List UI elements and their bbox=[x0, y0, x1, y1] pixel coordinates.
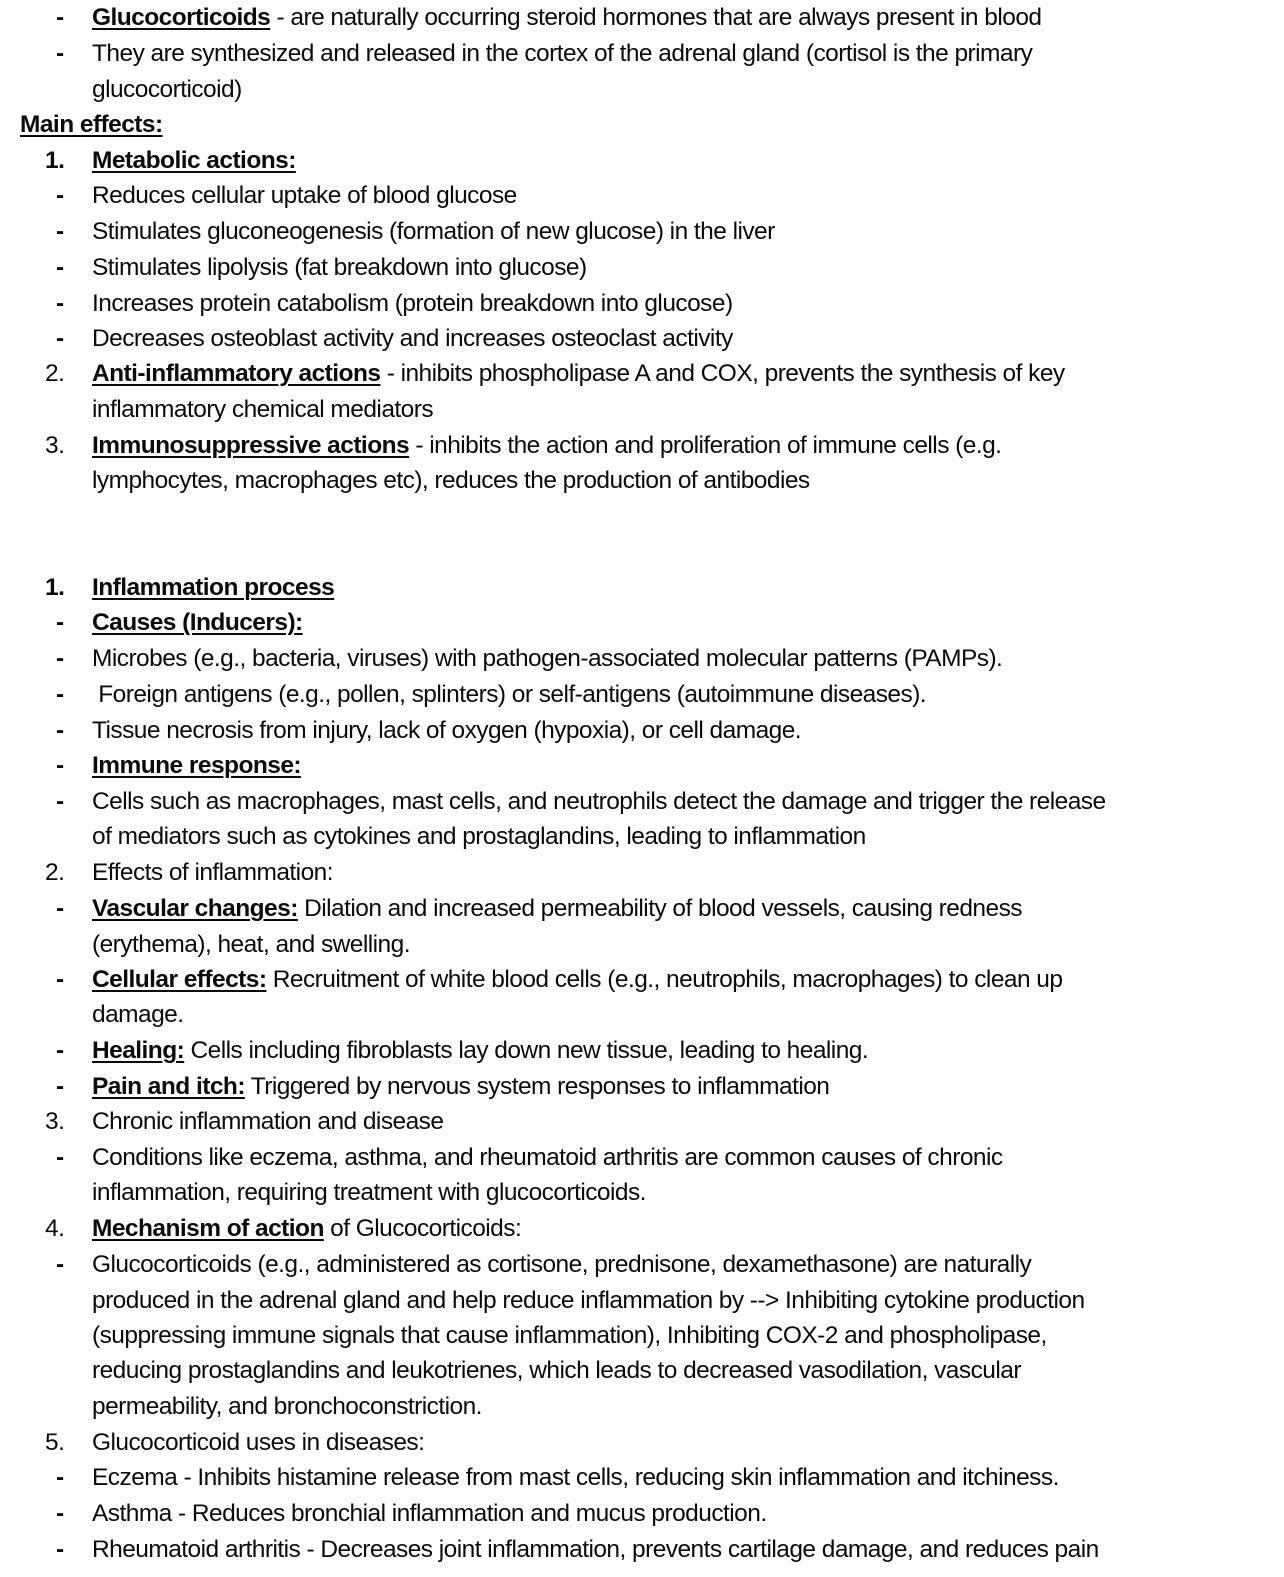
heading-immune-response: Immune response: bbox=[92, 752, 302, 779]
bullet-dash: - bbox=[56, 1464, 64, 1491]
item-text: Foreign antigens (e.g., pollen, splinters) or self-antigens (autoimmune diseases). bbox=[92, 681, 927, 708]
item-text: They are synthesized and released in the cortex of the adrenal gland (cortisol is the primary bbox=[92, 40, 1033, 67]
bullet-dash: - bbox=[56, 325, 64, 352]
item-text: Conditions like eczema, asthma, and rheumatoid arthritis are common causes of chronic bbox=[92, 1144, 1003, 1171]
heading-effects-of-inflammation: Effects of inflammation: bbox=[92, 859, 333, 886]
heading-glucocorticoid-uses: Glucocorticoid uses in diseases: bbox=[92, 1429, 425, 1456]
heading-chronic-inflammation: Chronic inflammation and disease bbox=[92, 1108, 444, 1135]
item-text: (erythema), heat, and swelling. bbox=[92, 931, 410, 958]
item-text: inflammation, requiring treatment with glucocorticoids. bbox=[92, 1179, 646, 1206]
bullet-dash: - bbox=[56, 645, 64, 672]
bullet-dash: - bbox=[56, 4, 64, 31]
heading-mechanism-of-action: Mechanism of action bbox=[92, 1215, 324, 1242]
item-text: damage. bbox=[92, 1001, 184, 1028]
bullet-dash: - bbox=[56, 182, 64, 209]
item-text: reducing prostaglandins and leukotrienes, which leads to decreased vasodilation, vascular bbox=[92, 1357, 1021, 1384]
heading-immunosuppressive: Immunosuppressive actions bbox=[92, 432, 410, 459]
bullet-dash: - bbox=[56, 290, 64, 317]
heading-metabolic-actions: Metabolic actions: bbox=[92, 147, 296, 174]
item-text: Dilation and increased permeability of blood vessels, causing redness bbox=[297, 895, 1022, 922]
term-glucocorticoids: Glucocorticoids bbox=[92, 4, 271, 31]
bullet-dash: - bbox=[56, 218, 64, 245]
item-text: (suppressing immune signals that cause inflammation), Inhibiting COX-2 and phospholipase, bbox=[92, 1322, 1047, 1349]
item-text: Cells such as macrophages, mast cells, and neutrophils detect the damage and trigger the release bbox=[92, 788, 1106, 815]
label-vascular-changes: Vascular changes: bbox=[92, 895, 298, 922]
item-text: Microbes (e.g., bacteria, viruses) with pathogen-associated molecular patterns (PAMPs). bbox=[92, 645, 1003, 672]
bullet-dash: - bbox=[56, 717, 64, 744]
item-text: Rheumatoid arthritis - Decreases joint inflammation, prevents cartilage damage, and reduces pain bbox=[92, 1536, 1099, 1563]
heading-main-effects: Main effects: bbox=[20, 111, 163, 138]
bullet-dash: - bbox=[56, 254, 64, 281]
item-text: Reduces cellular uptake of blood glucose bbox=[92, 182, 517, 209]
bullet-dash: - bbox=[56, 752, 64, 779]
item-text: - inhibits phospholipase A and COX, prevents the synthesis of key bbox=[380, 360, 1065, 387]
item-number: 1. bbox=[45, 147, 65, 174]
item-text: Triggered by nervous system responses to inflammation bbox=[244, 1073, 830, 1100]
item-text: permeability, and bronchoconstriction. bbox=[92, 1393, 482, 1420]
item-number: 2. bbox=[45, 360, 65, 387]
item-text: Stimulates gluconeogenesis (formation of new glucose) in the liver bbox=[92, 218, 775, 245]
item-number: 3. bbox=[45, 1108, 65, 1135]
item-text: Increases protein catabolism (protein breakdown into glucose) bbox=[92, 290, 733, 317]
item-text: inflammatory chemical mediators bbox=[92, 396, 434, 423]
item-text: of Glucocorticoids: bbox=[323, 1215, 522, 1242]
item-text: glucocorticoid) bbox=[92, 76, 242, 103]
item-text: Stimulates lipolysis (fat breakdown into glucose) bbox=[92, 254, 587, 281]
label-healing: Healing: bbox=[92, 1037, 185, 1064]
item-text: of mediators such as cytokines and prostaglandins, leading to inflammation bbox=[92, 823, 866, 850]
item-number: 5. bbox=[45, 1429, 65, 1456]
bullet-dash: - bbox=[56, 1500, 64, 1527]
item-number: 2. bbox=[45, 859, 65, 886]
item-text: lymphocytes, macrophages etc), reduces the production of antibodies bbox=[92, 467, 810, 494]
bullet-dash: - bbox=[56, 681, 64, 708]
item-text: Cells including fibroblasts lay down new tissue, leading to healing. bbox=[184, 1037, 869, 1064]
item-text: Tissue necrosis from injury, lack of oxygen (hypoxia), or cell damage. bbox=[92, 717, 802, 744]
item-text: Recruitment of white blood cells (e.g., neutrophils, macrophages) to clean up bbox=[266, 966, 1063, 993]
item-text: Glucocorticoids (e.g., administered as cortisone, prednisone, dexamethasone) are naturally bbox=[92, 1251, 1032, 1278]
heading-causes: Causes (Inducers): bbox=[92, 609, 303, 636]
heading-anti-inflammatory: Anti-inflammatory actions bbox=[92, 360, 381, 387]
label-pain-and-itch: Pain and itch: bbox=[92, 1073, 245, 1100]
bullet-dash: - bbox=[56, 1037, 64, 1064]
bullet-dash: - bbox=[56, 788, 64, 815]
bullet-dash: - bbox=[56, 1536, 64, 1563]
item-text: Decreases osteoblast activity and increases osteoclast activity bbox=[92, 325, 733, 352]
bullet-dash: - bbox=[56, 40, 64, 67]
bullet-dash: - bbox=[56, 895, 64, 922]
label-cellular-effects: Cellular effects: bbox=[92, 966, 267, 993]
heading-inflammation-process: Inflammation process bbox=[92, 574, 335, 601]
item-number: 1. bbox=[45, 574, 65, 601]
item-text: Eczema - Inhibits histamine release from mast cells, reducing skin inflammation and itchiness. bbox=[92, 1464, 1059, 1491]
bullet-dash: - bbox=[56, 609, 64, 636]
item-text: - inhibits the action and proliferation of immune cells (e.g. bbox=[409, 432, 1002, 459]
item-number: 3. bbox=[45, 432, 65, 459]
item-text: produced in the adrenal gland and help reduce inflammation by --> Inhibiting cytokine production bbox=[92, 1287, 1085, 1314]
item-text: - are naturally occurring steroid hormones that are always present in blood bbox=[270, 4, 1042, 31]
item-number: 4. bbox=[45, 1215, 65, 1242]
bullet-dash: - bbox=[56, 1073, 64, 1100]
bullet-dash: - bbox=[56, 966, 64, 993]
bullet-dash: - bbox=[56, 1251, 64, 1278]
bullet-dash: - bbox=[56, 1144, 64, 1171]
item-text: Asthma - Reduces bronchial inflammation and mucus production. bbox=[92, 1500, 767, 1527]
